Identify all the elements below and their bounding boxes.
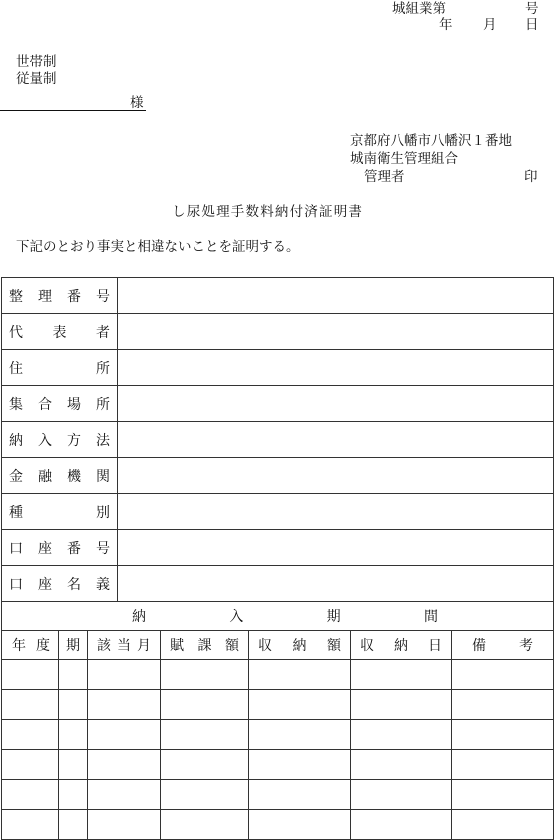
payment-row <box>2 780 554 810</box>
label-char: 日 <box>428 638 442 654</box>
column-header-fuka-gaku <box>161 631 249 660</box>
payment-period-title <box>2 602 554 631</box>
payment-cell-nendo[interactable] <box>2 750 59 780</box>
field-label <box>2 530 118 566</box>
label-char: 者 <box>96 324 110 341</box>
payment-cell-gaito-tsuki[interactable] <box>88 810 161 840</box>
label-char: 所 <box>96 396 110 413</box>
field-label <box>2 278 118 314</box>
field-row-koza-bango <box>2 530 554 566</box>
column-header-shuno-bi <box>351 631 452 660</box>
label-char: 入 <box>229 609 244 625</box>
payment-cell-fuka-gaku[interactable] <box>161 690 249 720</box>
field-row-kinyu-kikan <box>2 458 554 494</box>
payment-cell-shuno-gaku[interactable] <box>249 750 351 780</box>
payment-cell-ki[interactable] <box>59 810 88 840</box>
payment-cell-gaito-tsuki[interactable] <box>88 690 161 720</box>
field-row-daihyosha <box>2 314 554 350</box>
payment-row <box>2 660 554 690</box>
info-table <box>1 277 554 602</box>
label-char: 度 <box>36 638 50 654</box>
payment-cell-shuno-gaku[interactable] <box>249 660 351 690</box>
payment-cell-biko[interactable] <box>452 810 554 840</box>
label-char: 月 <box>137 638 151 654</box>
recipient-honorific: 様 <box>130 95 144 111</box>
payment-cell-shuno-gaku[interactable] <box>249 810 351 840</box>
label-char: 金 <box>9 468 23 485</box>
payment-cell-nendo[interactable] <box>2 720 59 750</box>
field-row-shugo-basho <box>2 386 554 422</box>
date-month: 月 <box>483 17 497 33</box>
issuer-seal: 印 <box>524 169 538 185</box>
payment-cell-shuno-bi[interactable] <box>351 720 452 750</box>
payment-cell-shuno-bi[interactable] <box>351 780 452 810</box>
label-char: 座 <box>38 576 52 593</box>
payment-cell-shuno-bi[interactable] <box>351 750 452 780</box>
payment-cell-shuno-bi[interactable] <box>351 690 452 720</box>
recipient-underline <box>0 110 146 111</box>
field-label <box>2 458 118 494</box>
label-char: 法 <box>96 432 110 449</box>
label-char: 場 <box>67 396 81 413</box>
label-char: 号 <box>96 288 110 305</box>
label-char: 所 <box>96 360 110 377</box>
field-value-daihyosha[interactable] <box>118 314 554 350</box>
payment-cell-gaito-tsuki[interactable] <box>88 780 161 810</box>
field-value-koza-meigi[interactable] <box>118 566 554 602</box>
field-value-seiri-bango[interactable] <box>118 278 554 314</box>
payment-cell-ki[interactable] <box>59 780 88 810</box>
payment-cell-ki[interactable] <box>59 690 88 720</box>
field-value-jusho[interactable] <box>118 350 554 386</box>
label-char: 集 <box>9 396 23 413</box>
payment-cell-biko[interactable] <box>452 660 554 690</box>
label-char: 住 <box>9 360 23 377</box>
label-char: 備 <box>472 638 486 654</box>
payment-cell-fuka-gaku[interactable] <box>161 750 249 780</box>
payment-cell-gaito-tsuki[interactable] <box>88 660 161 690</box>
field-value-nonyu-hoho[interactable] <box>118 422 554 458</box>
payment-cell-gaito-tsuki[interactable] <box>88 720 161 750</box>
date-day: 日 <box>525 17 539 33</box>
label-char: 融 <box>38 468 52 485</box>
issuer-organization: 城南衛生管理組合 <box>350 151 458 167</box>
label-char: 関 <box>96 468 110 485</box>
recipient-line-1: 世帯制 <box>16 54 57 70</box>
payment-row <box>2 810 554 840</box>
payment-cell-fuka-gaku[interactable] <box>161 810 249 840</box>
label-char: 考 <box>519 638 534 654</box>
label-char: 納 <box>132 609 146 625</box>
field-row-shubetsu <box>2 494 554 530</box>
field-value-shubetsu[interactable] <box>118 494 554 530</box>
label-char: 代 <box>9 324 23 341</box>
payment-cell-ki[interactable] <box>59 720 88 750</box>
document-number-prefix: 城組業第 <box>392 1 446 17</box>
label-char: 義 <box>96 576 110 593</box>
label-char: 合 <box>38 396 52 413</box>
payment-cell-shuno-gaku[interactable] <box>249 690 351 720</box>
field-label <box>2 422 118 458</box>
recipient-line-2: 従量制 <box>16 71 57 87</box>
label-char: 該 <box>97 638 111 654</box>
label-char: 期 <box>66 638 80 654</box>
document-title: し尿処理手数料納付済証明書 <box>172 204 364 220</box>
payment-cell-biko[interactable] <box>452 690 554 720</box>
column-header-nendo <box>2 631 59 660</box>
payment-cell-fuka-gaku[interactable] <box>161 780 249 810</box>
payment-row <box>2 690 554 720</box>
field-value-kinyu-kikan[interactable] <box>118 458 554 494</box>
label-char: 入 <box>38 432 52 449</box>
label-char: 口 <box>9 576 23 593</box>
payment-cell-shuno-bi[interactable] <box>351 660 452 690</box>
label-char: 機 <box>67 468 81 485</box>
label-char: 当 <box>117 638 131 654</box>
payment-period-table <box>1 601 554 840</box>
label-char: 額 <box>327 638 341 654</box>
field-row-seiri-bango <box>2 278 554 314</box>
payment-cell-biko[interactable] <box>452 750 554 780</box>
date-year: 年 <box>439 17 453 33</box>
field-value-shugo-basho[interactable] <box>118 386 554 422</box>
label-char: 収 <box>360 638 374 654</box>
field-value-koza-bango[interactable] <box>118 530 554 566</box>
payment-cell-nendo[interactable] <box>2 690 59 720</box>
field-label <box>2 494 118 530</box>
issuer-manager: 管理者 <box>364 169 405 185</box>
payment-cell-biko[interactable] <box>452 720 554 750</box>
label-char: 額 <box>225 638 239 654</box>
label-char: 表 <box>52 324 67 341</box>
label-char: 納 <box>292 638 307 654</box>
payment-cell-fuka-gaku[interactable] <box>161 720 249 750</box>
label-char: 収 <box>258 638 272 654</box>
label-char: 期 <box>326 609 341 625</box>
label-char: 賦 <box>170 638 184 654</box>
payment-cell-nendo[interactable] <box>2 810 59 840</box>
label-char: 整 <box>9 288 23 305</box>
column-header-ki <box>59 631 88 660</box>
payment-cell-shuno-gaku[interactable] <box>249 720 351 750</box>
column-header-shuno-gaku <box>249 631 351 660</box>
certification-statement: 下記のとおり事実と相違ないことを証明する。 <box>16 239 300 255</box>
label-char: 番 <box>67 540 81 557</box>
label-char: 理 <box>38 288 52 305</box>
field-label <box>2 566 118 602</box>
column-header-gaito-tsuki <box>88 631 161 660</box>
issuer-address: 京都府八幡市八幡沢１番地 <box>350 133 512 149</box>
payment-cell-biko[interactable] <box>452 780 554 810</box>
label-char: 座 <box>38 540 52 557</box>
field-label <box>2 350 118 386</box>
label-char: 番 <box>67 288 81 305</box>
payment-cell-fuka-gaku[interactable] <box>161 660 249 690</box>
label-char: 口 <box>9 540 23 557</box>
label-char: 納 <box>9 432 23 449</box>
label-char: 名 <box>67 576 81 593</box>
field-row-nonyu-hoho <box>2 422 554 458</box>
column-header-biko <box>452 631 554 660</box>
document-number-suffix: 号 <box>525 1 539 17</box>
label-char: 課 <box>197 638 212 654</box>
payment-row <box>2 750 554 780</box>
field-row-koza-meigi <box>2 566 554 602</box>
label-char: 別 <box>96 504 110 521</box>
payment-cell-nendo[interactable] <box>2 780 59 810</box>
payment-cell-nendo[interactable] <box>2 660 59 690</box>
payment-cell-shuno-gaku[interactable] <box>249 780 351 810</box>
label-char: 年 <box>12 638 26 654</box>
payment-cell-ki[interactable] <box>59 750 88 780</box>
field-row-jusho <box>2 350 554 386</box>
label-char: 方 <box>67 432 81 449</box>
payment-period-header-row <box>2 631 554 660</box>
field-label <box>2 314 118 350</box>
label-char: 種 <box>9 504 23 521</box>
payment-row <box>2 720 554 750</box>
label-char: 間 <box>423 609 438 625</box>
payment-cell-gaito-tsuki[interactable] <box>88 750 161 780</box>
field-label <box>2 386 118 422</box>
payment-cell-ki[interactable] <box>59 660 88 690</box>
label-char: 納 <box>394 638 408 654</box>
payment-cell-shuno-bi[interactable] <box>351 810 452 840</box>
label-char: 号 <box>96 540 110 557</box>
